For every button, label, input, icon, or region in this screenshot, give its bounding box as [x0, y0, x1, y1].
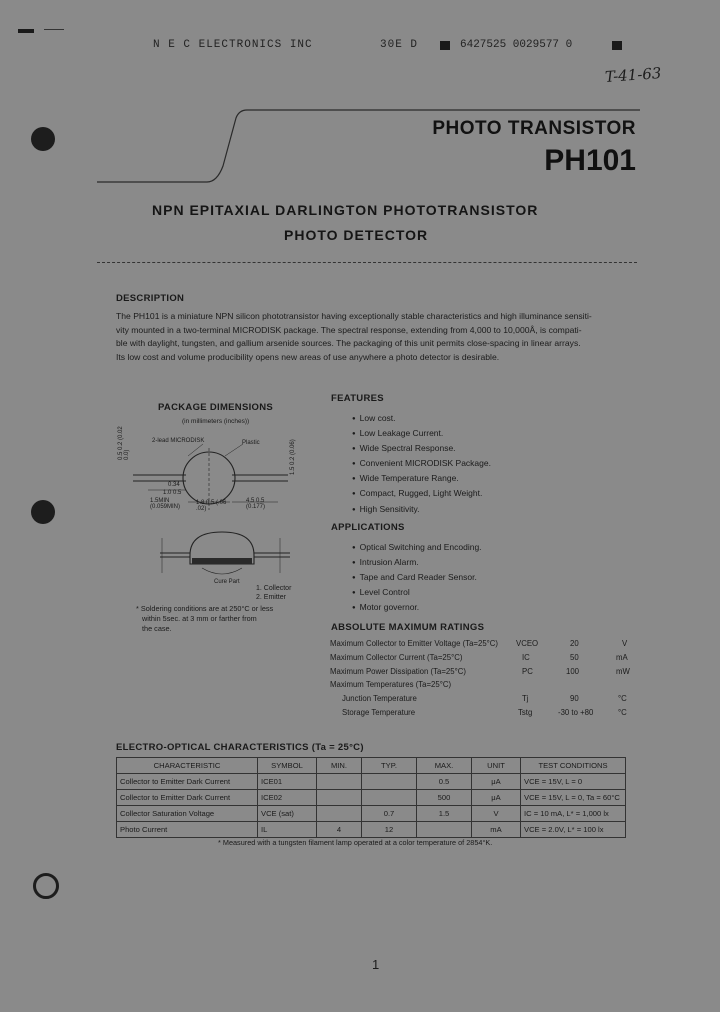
rating-unit: °C: [618, 708, 627, 717]
header-mark: [440, 41, 450, 50]
rating-unit: mA: [616, 653, 628, 662]
table-cell: [362, 774, 417, 790]
list-item: ● Intrusion Alarm.: [352, 555, 482, 570]
list-item: ● High Sensitivity.: [352, 502, 491, 517]
description-heading: DESCRIPTION: [116, 293, 185, 304]
table-cell: 12: [362, 822, 417, 838]
table-cell: VCE = 2.0V, L* = 100 lx: [521, 822, 626, 838]
table-cell: μA: [472, 774, 521, 790]
table-cell: [317, 790, 362, 806]
title-product-type: PHOTO TRANSISTOR: [432, 118, 636, 139]
handwritten-note: T-41-63: [604, 64, 662, 86]
rating-row: [330, 680, 451, 689]
eo-footnote: * Measured with a tungsten filament lamp operated at a color temperature of 2854°K.: [218, 838, 493, 847]
rating-symbol: Tstg: [518, 708, 533, 717]
column-header: CHARACTERISTIC: [117, 758, 258, 774]
list-item: ● Tape and Card Reader Sensor.: [352, 570, 482, 585]
divider: [97, 262, 637, 264]
description-line: Its low cost and volume producibility opens new areas of use anywhere a photo detector is desirable.: [116, 351, 500, 362]
dim-right: 4.5 0.5 (0.177): [246, 498, 266, 510]
rating-row: [342, 708, 627, 717]
rating-unit: mW: [616, 667, 630, 676]
rating-unit: °C: [618, 694, 627, 703]
list-item: ● Low cost.: [352, 411, 491, 426]
eo-table: [116, 757, 626, 838]
table-cell: VCE (sat): [258, 806, 317, 822]
table-cell: Collector Saturation Voltage: [117, 806, 258, 822]
table-cell: 0.7: [362, 806, 417, 822]
table-cell: VCE = 15V, L = 0: [521, 774, 626, 790]
table-cell: [362, 790, 417, 806]
column-header: TEST CONDITIONS: [521, 758, 626, 774]
table-row: [117, 774, 626, 790]
rating-unit: V: [622, 639, 628, 648]
scan-mark: [18, 29, 34, 33]
dim-center: 1.8 0.5 (.06 .02): [196, 500, 227, 512]
package-heading: PACKAGE DIMENSIONS: [158, 402, 274, 413]
table-row: [117, 806, 626, 822]
column-header: MAX.: [417, 758, 472, 774]
dim-left: 0.34: [168, 482, 180, 488]
rating-row: [330, 639, 628, 648]
applications-heading: APPLICATIONS: [331, 522, 405, 533]
features-heading: FEATURES: [331, 393, 384, 404]
list-item: ● Optical Switching and Encoding.: [352, 540, 482, 555]
table-cell: Photo Current: [117, 822, 258, 838]
rating-value: 50: [570, 653, 579, 662]
list-item: ● Compact, Rugged, Light Weight.: [352, 486, 491, 501]
list-item: ● Motor governor.: [352, 600, 482, 615]
header-lot: 6427525 0029577 0: [460, 39, 573, 51]
rating-symbol: Tj: [522, 694, 529, 703]
dim-bottom: 1.5MIN (0.059MIN): [150, 498, 181, 510]
package-unit: (in millimeters (inches)): [182, 418, 250, 425]
list-item: ● Low Leakage Current.: [352, 426, 491, 441]
dim-vert-right: 1.5 0.2 (0.06): [290, 439, 296, 475]
table-cell: [317, 774, 362, 790]
column-header: SYMBOL: [258, 758, 317, 774]
cure-part-label: Cure Part: [214, 579, 240, 585]
title-part-number: PH101: [544, 144, 636, 177]
rating-symbol: IC: [522, 653, 530, 662]
table-cell: [317, 806, 362, 822]
table-cell: V: [472, 806, 521, 822]
table-cell: 500: [417, 790, 472, 806]
eo-heading: ELECTRO-OPTICAL CHARACTERISTICS (Ta = 25°C): [116, 742, 364, 753]
table-cell: 1.5: [417, 806, 472, 822]
table-cell: ICE02: [258, 790, 317, 806]
package-plastic-label: Plastic: [242, 440, 260, 446]
features-list: [352, 411, 491, 517]
header-company: N E C ELECTRONICS INC: [153, 39, 313, 51]
header-code: 30E D: [380, 39, 419, 51]
rating-label: Storage Temperature: [342, 708, 416, 717]
table-row: [117, 790, 626, 806]
description-line: vity mounted in a two-terminal MICRODISK package. The spectral response, extending from 4,000 to 10,000Å, is compati-: [116, 324, 582, 335]
soldering-note: [136, 604, 273, 634]
page-mark: 1: [372, 957, 380, 972]
rating-symbol: VCEO: [516, 639, 539, 648]
table-cell: Collector to Emitter Dark Current: [117, 774, 258, 790]
description-line: ble with daylight, tungsten, and gallium arsenide sources. The packaging of this unit permits close-spacing in linear arrays.: [116, 338, 581, 348]
rating-label: Maximum Collector to Emitter Voltage (Ta=25°C): [330, 639, 498, 648]
header-mark: [612, 41, 622, 50]
table-cell: VCE = 15V, L = 0, Ta = 60°C: [521, 790, 626, 806]
soldering-note-line: within 5sec. at 3 mm or farther from: [142, 614, 257, 623]
applications-list: [352, 540, 482, 615]
table-cell: IC = 10 mA, L* = 1,000 lx: [521, 806, 626, 822]
list-item: ● Wide Spectral Response.: [352, 441, 491, 456]
description-text: [116, 310, 636, 364]
table-cell: Collector to Emitter Dark Current: [117, 790, 258, 806]
pin-2-label: 2. Emitter: [256, 594, 286, 601]
rating-row: [330, 653, 628, 662]
soldering-note-line: * Soldering conditions are at 250°C or less: [136, 604, 274, 613]
rating-symbol: PC: [522, 667, 533, 676]
rating-label: Junction Temperature: [342, 694, 417, 703]
list-item: ● Wide Temperature Range.: [352, 471, 491, 486]
pin-1-label: 1. Collector: [256, 585, 292, 592]
table-header-row: [117, 758, 626, 774]
list-item: ● Level Control: [352, 585, 482, 600]
ratings-heading: ABSOLUTE MAXIMUM RATINGS: [331, 622, 485, 633]
column-header: MIN.: [317, 758, 362, 774]
table-cell: mA: [472, 822, 521, 838]
rating-label: Maximum Collector Current (Ta=25°C): [330, 653, 463, 662]
rating-value: 100: [566, 667, 580, 676]
table-row: [117, 822, 626, 838]
subtitle-line1: NPN EPITAXIAL DARLINGTON PHOTOTRANSISTOR: [152, 202, 539, 218]
dim-vert-left: 0.5 0.2 (0.02 0.0): [118, 426, 130, 460]
binder-hole: [31, 500, 55, 524]
rating-label: Maximum Power Dissipation (Ta=25°C): [330, 667, 466, 676]
binder-hole: [31, 127, 55, 151]
rating-row: [342, 694, 627, 703]
rating-value: -30 to +80: [558, 708, 594, 717]
list-item: ● Convenient MICRODISK Package.: [352, 456, 491, 471]
table-cell: ICE01: [258, 774, 317, 790]
soldering-note-line: the case.: [142, 624, 172, 633]
table-cell: IL: [258, 822, 317, 838]
subtitle-line2: PHOTO DETECTOR: [284, 227, 429, 243]
description-line: The PH101 is a miniature NPN silicon phototransistor having exceptionally stable characteristics and high illuminance sensiti-: [116, 311, 592, 321]
rating-label: Maximum Temperatures (Ta=25°C): [330, 680, 452, 689]
column-header: UNIT: [472, 758, 521, 774]
rating-row: [330, 667, 630, 676]
column-header: TYP.: [362, 758, 417, 774]
table-cell: 4: [317, 822, 362, 838]
table-cell: [417, 822, 472, 838]
binder-hole: [33, 873, 59, 899]
rating-value: 20: [570, 639, 579, 648]
table-cell: μA: [472, 790, 521, 806]
scan-mark: [44, 29, 64, 30]
dim-left2: 1.0 0.5: [163, 490, 182, 496]
rating-value: 90: [570, 694, 579, 703]
package-lead-label: 2-lead MICRODISK: [152, 438, 205, 444]
table-cell: 0.5: [417, 774, 472, 790]
